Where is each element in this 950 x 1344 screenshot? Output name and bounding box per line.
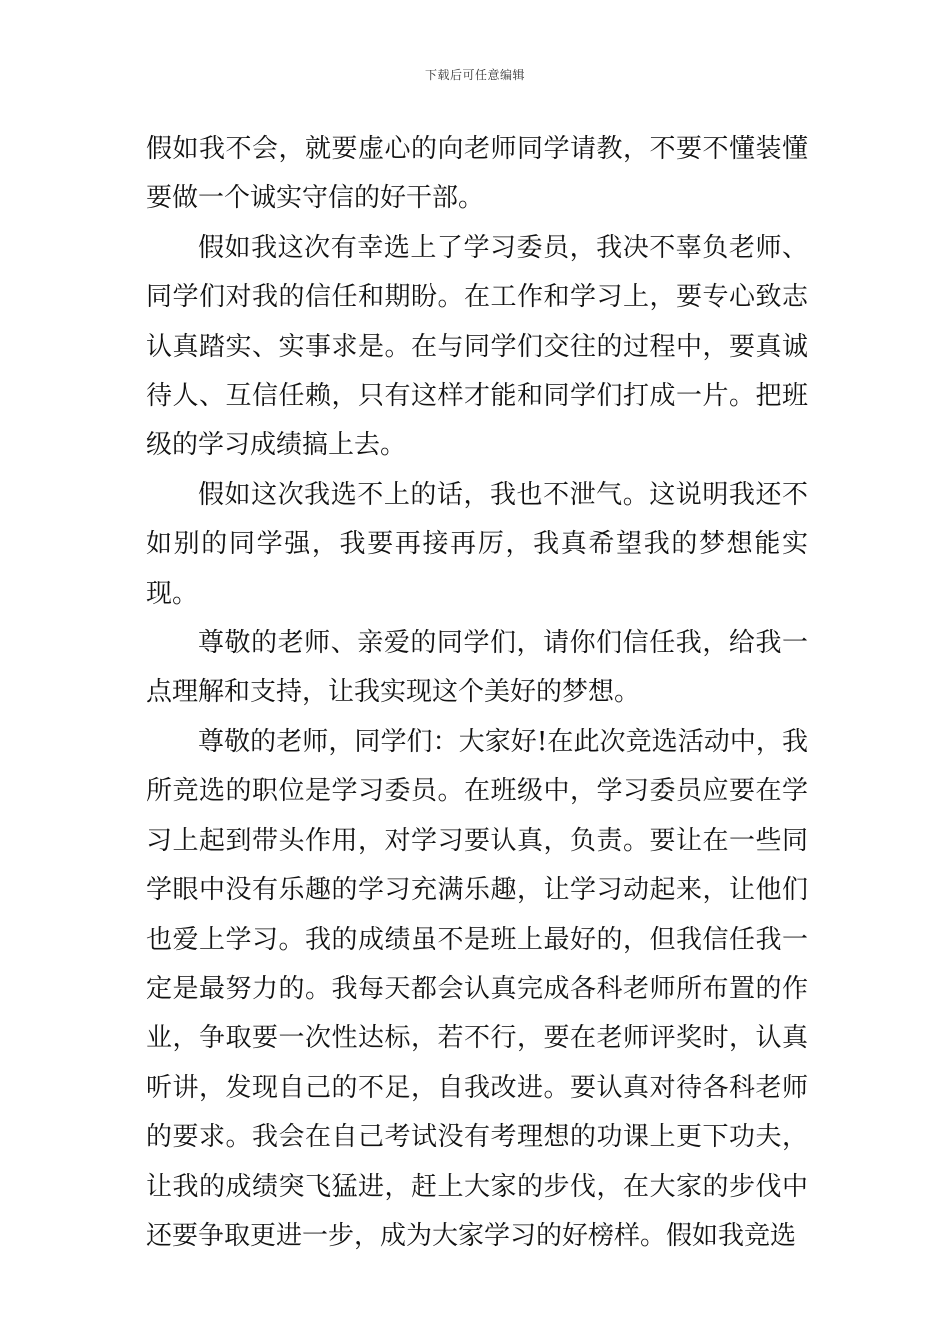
paragraph-4: 尊敬的老师、亲爱的同学们，请你们信任我，给我一点理解和支持，让我实现这个美好的梦想。	[146, 628, 808, 708]
paragraph-3: 假如这次我选不上的话，我也不泄气。这说明我还不如别的同学强，我要再接再厉，我真希望我的梦想能实现。	[146, 479, 808, 609]
document-body	[146, 125, 808, 1261]
paragraph-5: 尊敬的老师，同学们：大家好!在此次竞选活动中，我所竞选的职位是学习委员。在班级中，学习委员应要在学习上起到带头作用，对学习要认真，负责。要让在一些同学眼中没有乐趣的学习充满乐趣，让学习动起来，让他们也爱上学习。我的成绩虽不是班上最好的，但我信任我一定是最努力的。我每天都会认真完成各科老师所布置的作业，争取要一次性达标，若不行，要在老师评奖时，认真听讲，发现自己的不足，自我改进。要认真对待各科老师的要求。我会在自己考试没有考理想的功课上更下功夫，让我的成绩突飞猛进，赶上大家的步伐，在大家的步伐中还要争取更进一步，成为大家学习的好榜样。假如我竞选	[146, 726, 808, 1251]
header-note: 下载后可任意编辑	[424, 68, 525, 82]
paragraph-1: 假如我不会，就要虚心的向老师同学请教，不要不懂装懂要做一个诚实守信的好干部。	[146, 134, 808, 214]
paragraph-2: 假如我这次有幸选上了学习委员，我决不辜负老师、同学们对我的信任和期盼。在工作和学习上，要专心致志认真踏实、实事求是。在与同学们交往的过程中，要真诚待人、互信任赖，只有这样才能和同学们打成一片。把班级的学习成绩搞上去。	[146, 232, 808, 461]
